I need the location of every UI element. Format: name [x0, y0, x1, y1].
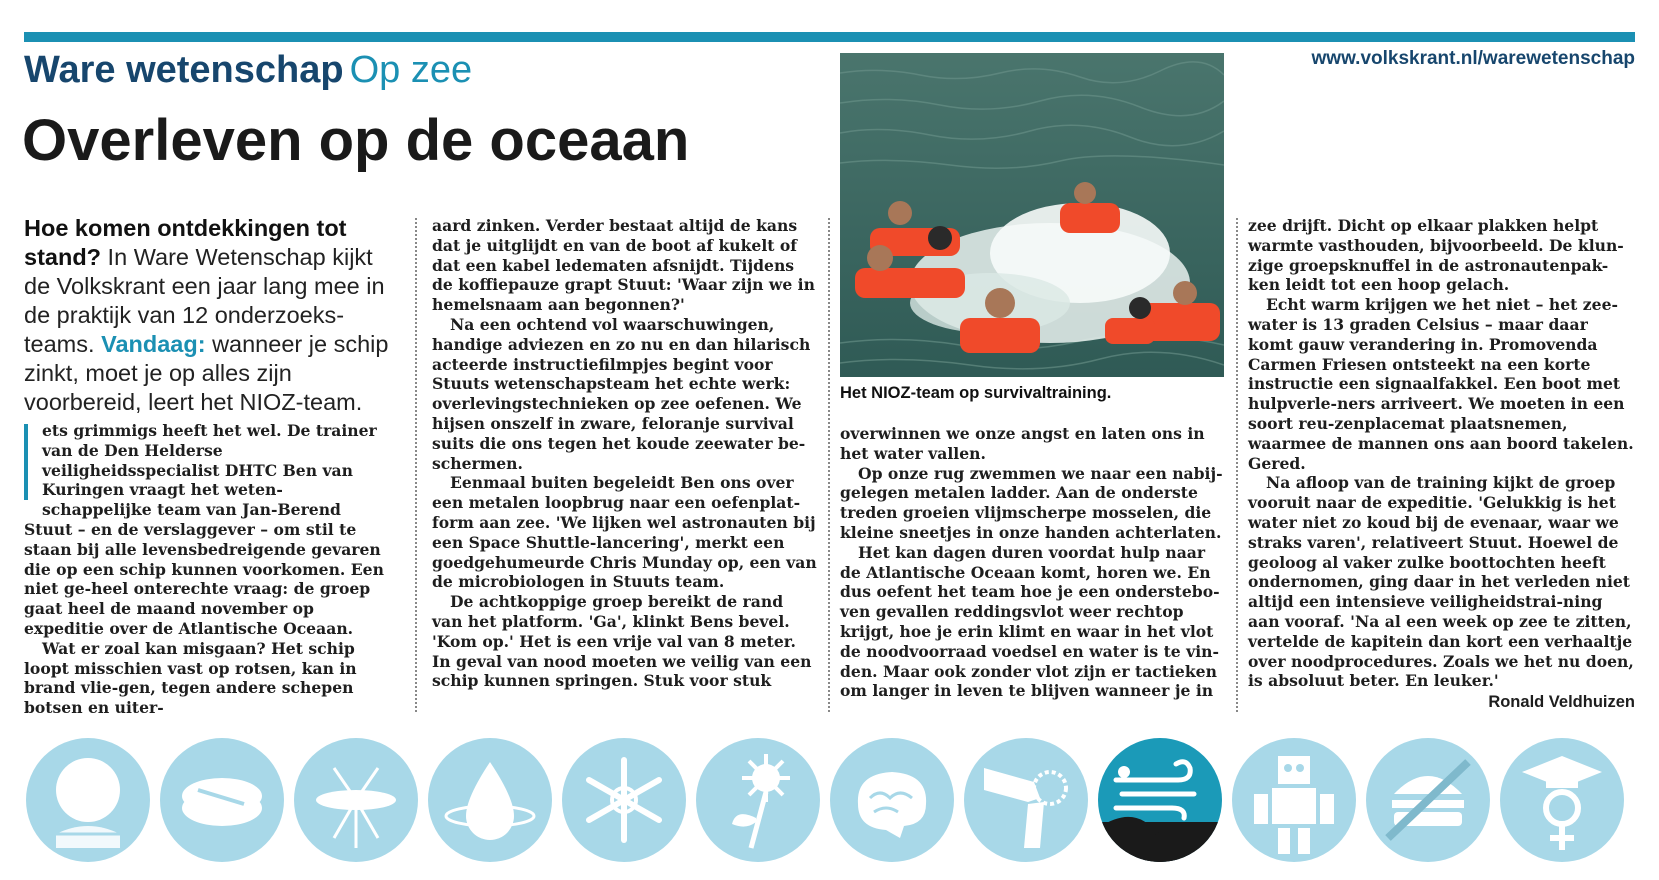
snowflake-icon[interactable] [562, 738, 686, 862]
photo-caption: Het NIOZ-team op survivaltraining. [840, 384, 1112, 402]
crystal-ball-icon[interactable] [26, 738, 150, 862]
article-column-4 [1248, 216, 1635, 713]
intro-lead-bold: Hoe komen ontdekkingen tot stand? [24, 215, 347, 270]
robot-icon[interactable] [1232, 738, 1356, 862]
no-burger-icon[interactable] [1366, 738, 1490, 862]
article-paragraph: Op onze rug zwemmen we naar een nabij-gelegen metalen ladder. Aan de onderste treden groeien vlijmscherpe mosselen, die kleine sneetjes in onze handen achterlaten. [840, 463, 1223, 542]
top-color-bar [24, 32, 1635, 42]
article-paragraph: ets grimmigs heeft het wel. De trainer van de Den Helderse veiligheidsspecialist DHTC Ben van Kuringen vraagt het weten-schappelijke team van Jan-Berend [42, 421, 377, 520]
pill-icon[interactable] [160, 738, 284, 862]
article-paragraph: Eenmaal buiten begeleidt Ben ons over een metalen loopbrug naar een oefenplat-form aan zee. 'We lijken wel astronauten bij een Space Shuttle-lancering', merkt een goedgehumeurde Chris Munday op, een van de microbiologen in Stuuts team. [432, 473, 817, 592]
section-header [24, 48, 472, 92]
sunflower-icon[interactable] [696, 738, 820, 862]
article-column-1 [24, 421, 384, 718]
article-paragraph: Na een ochtend vol waarschuwingen, handige adviezen en zo nu en dan hilarisch acteerde instructiefilmpjes begint voor Stuuts wetenschapsteam het echte werk: overlevingstechnieken op zee oefenen. We hijsen onszelf in zware, feloranje survival suits die ons tegen het koude zeewater be-schermen. [432, 314, 811, 473]
section-title: Ware wetenschap [24, 49, 344, 91]
intro-today-text: wanneer je schip zinkt, moet je op alles zijn voorbereid, leert het NIOZ-team. [24, 331, 389, 415]
article-paragraph: zee drijft. Dicht op elkaar plakken helpt warmte vasthouden, bijvoorbeeld. De klun-zige groepsknuffel in de astronautenpak-ken leidt tot een hoop gelach. [1248, 216, 1624, 295]
article-paragraph: Na afloop van de training kijkt de groep vooruit naar de expeditie. 'Gelukkig is het water niet zo koud bij de evenaar, waar we straks varen', relativeert Stuut. Hoewel de geoloog al vaker zulke boottochten heeft ondernomen, ging daar in het verleden niet altijd een intensieve veiligheidstrai-ning aan vooraf. 'Na al een week op zee te zitten, vertelde de kapitein dan kort een verhaaltje over noodprocedures. Zoals we het nu doen, is absoluut beter. En leuker.' [1248, 473, 1634, 691]
page-title: Overleven op de oceaan [22, 108, 690, 173]
drop-planet-icon[interactable] [428, 738, 552, 862]
intro-today-label: Vandaag: [101, 331, 206, 357]
article-paragraph: Stuut – en de verslaggever – om stil te staan bij alle levensbedreigende gevaren die op een schip kunnen voorkomen. Een niet ge-heel onterechte vraag: de groep gaat heel de maand november op expeditie over de Atlantische Oceaan. [24, 519, 384, 638]
website-link[interactable]: www.volkskrant.nl/warewetenschap [1311, 48, 1635, 69]
article-paragraph: aard zinken. Verder bestaat altijd de kans dat je uitglijdt en van de boot af kukelt of dat een kabel ledematen afsnijdt. Tijdens de koffiepauze grapt Stuut: 'Waar zijn we in hemelsnaam aan begonnen?' [432, 216, 815, 315]
survival-training-photo [840, 53, 1224, 377]
article-paragraph: overwinnen we onze angst en laten ons in het water vallen. [840, 424, 1205, 463]
knee-joint-icon[interactable] [964, 738, 1088, 862]
column-divider [415, 218, 417, 712]
wind-wave-icon[interactable] [1098, 738, 1222, 862]
intro-lead-text: In Ware Wetenschap kijkt de Volkskrant een jaar lang mee in de praktijk van 12 onderzoeks-teams. [24, 244, 385, 357]
series-icon-row [26, 738, 1636, 862]
article-paragraph: Het kan dagen duren voordat hulp naar de Atlantische Oceaan komt, horen we. En dus oefent het team hoe je een onderstebo-ven gevallen reddingsvlot weer rechtop krijgt, hoe je erin klimt en waar in het vlot de noodvoorraad voedsel en water is te vin-den. Maar ook zonder vlot zijn er tactieken om langer in leven te blijven wanneer je in [840, 542, 1220, 701]
article-column-2 [432, 216, 817, 691]
graduate-female-icon[interactable] [1500, 738, 1624, 862]
article-column-3 [840, 424, 1224, 701]
article-paragraph: De achtkoppige groep bereikt de rand van het platform. 'Ga', klinkt Bens bevel. 'Kom op.' Het is een vrije val van 8 meter. In geval van nood moeten we veilig van een schip kunnen springen. Stuk voor stuk [432, 592, 812, 691]
photo-illustration [840, 53, 1224, 377]
column-divider [828, 218, 830, 712]
brain-icon[interactable] [830, 738, 954, 862]
article-paragraph: Wat er zoal kan misgaan? Het schip loopt misschien vast op rotsen, kan in brand vlie-gen, tegen andere schepen botsen en uiter- [24, 638, 357, 718]
section-subtitle: Op zee [349, 49, 473, 91]
column-divider [1236, 218, 1238, 712]
author-byline: Ronald Veldhuizen [1488, 693, 1635, 712]
intro-paragraph [24, 214, 404, 417]
mosquito-icon[interactable] [294, 738, 418, 862]
article-paragraph: Echt warm krijgen we het niet – het zee-water is 13 graden Celsius – maar daar komt gauw verandering in. Promovenda Carmen Friesen ontsteekt na een korte instructie een signaalfakkel. Een boot met hulpverle-ners arriveert. We moeten in een soort reu-zenplacemat plaatsnemen, waarmee de mannen ons aan boord takelen. Gered. [1248, 295, 1634, 473]
